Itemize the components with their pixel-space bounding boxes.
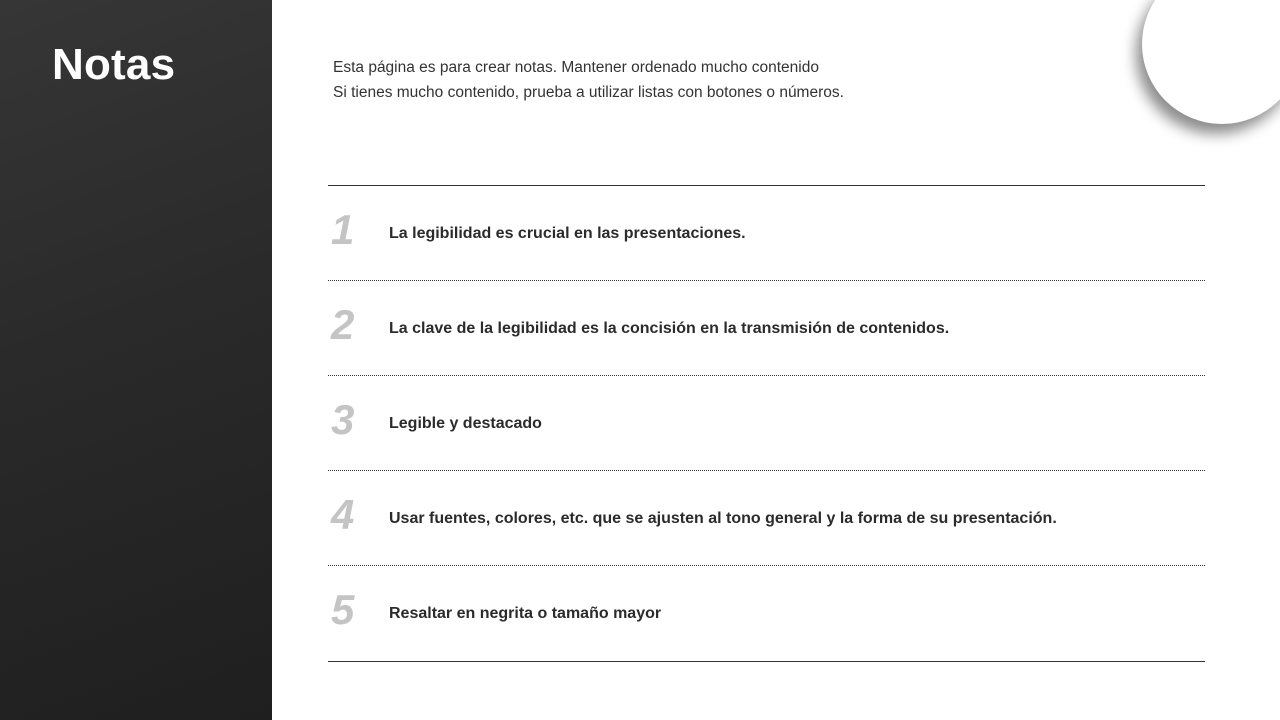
sidebar: [0, 0, 272, 720]
note-text: Resaltar en negrita o tamaño mayor: [389, 605, 662, 622]
note-item: [328, 186, 1205, 281]
note-number: 4: [331, 491, 355, 538]
page-title: Notas: [52, 40, 176, 89]
note-item: [328, 471, 1205, 566]
note-item: [328, 281, 1205, 376]
note-text: La legibilidad es crucial en las presentaciones.: [389, 225, 746, 242]
note-number: 1: [331, 206, 355, 253]
note-item: [328, 376, 1205, 471]
notes-list: [328, 185, 1205, 662]
decorative-circle: [1142, 0, 1280, 124]
note-item: [328, 566, 1205, 661]
note-number: 3: [331, 396, 355, 443]
note-number: 5: [331, 586, 355, 633]
note-text: Legible y destacado: [389, 415, 542, 432]
intro-line-1: Esta página es para crear notas. Mantener ordenado mucho contenido: [333, 59, 819, 76]
note-text: La clave de la legibilidad es la concisión en la transmisión de contenidos.: [389, 320, 950, 337]
note-number: 2: [331, 301, 355, 348]
note-text: Usar fuentes, colores, etc. que se ajusten al tono general y la forma de su presentación.: [389, 510, 1057, 527]
intro-line-2: Si tienes mucho contenido, prueba a utilizar listas con botones o números.: [333, 83, 844, 101]
intro-text: [333, 56, 1093, 105]
